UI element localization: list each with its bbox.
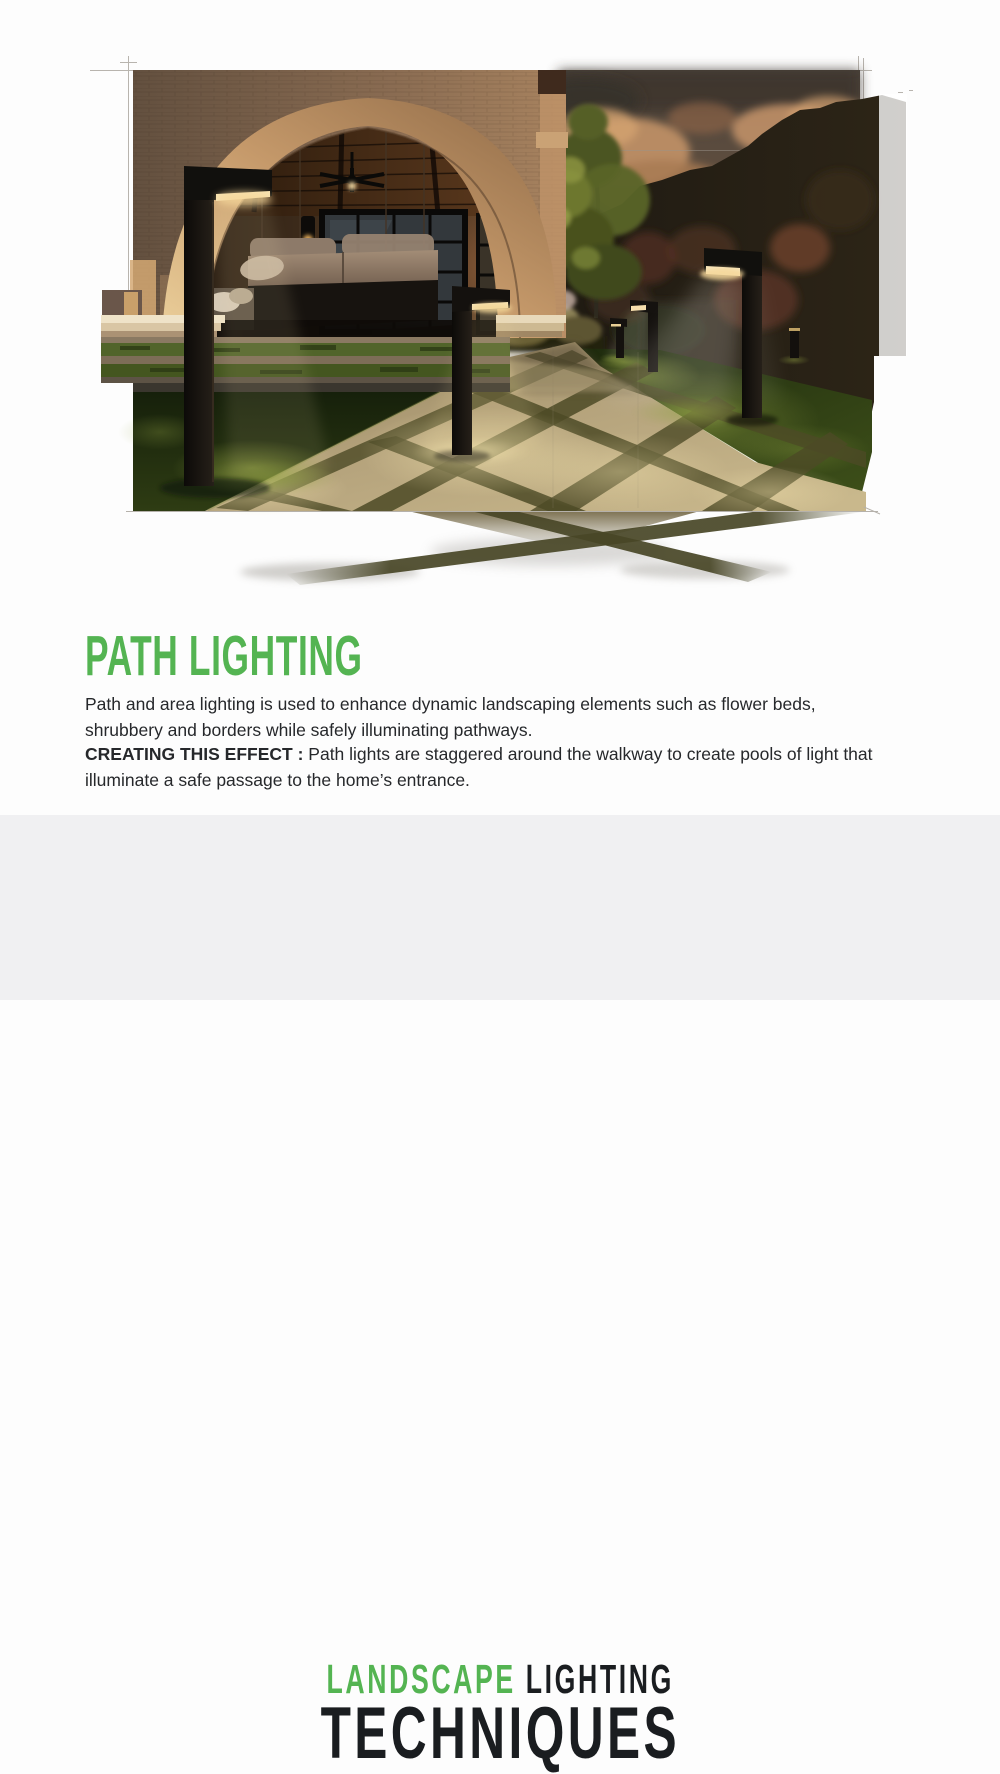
paragraph-2-label: CREATING THIS EFFECT :: [85, 744, 304, 764]
section-paragraph-1: Path and area lighting is used to enhance dynamic landscaping elements such as flower beds, shrubbery and borders while safely illuminating pathways.: [85, 694, 816, 740]
hero-illustration: [0, 0, 1000, 600]
footer-word-landscape: LANDSCAPE: [326, 1656, 516, 1702]
faded-edge-overlay: [879, 94, 907, 356]
footer-title-line1: [0, 1658, 1000, 1700]
footer-title-line2: [0, 1693, 1000, 1774]
footer-band: [0, 815, 1000, 1774]
footer-word-lighting: LIGHTING: [525, 1656, 674, 1702]
section-title: [85, 624, 533, 688]
footer-word-techniques: TECHNIQUES: [320, 1693, 680, 1774]
section-paragraph-2: [85, 741, 915, 793]
section-title-text: PATH LIGHTING: [85, 624, 363, 688]
paragraph-2-text: Path lights are staggered around the walkway to create pools of light that illuminate a safe passage to the home’s entrance.: [85, 744, 873, 790]
